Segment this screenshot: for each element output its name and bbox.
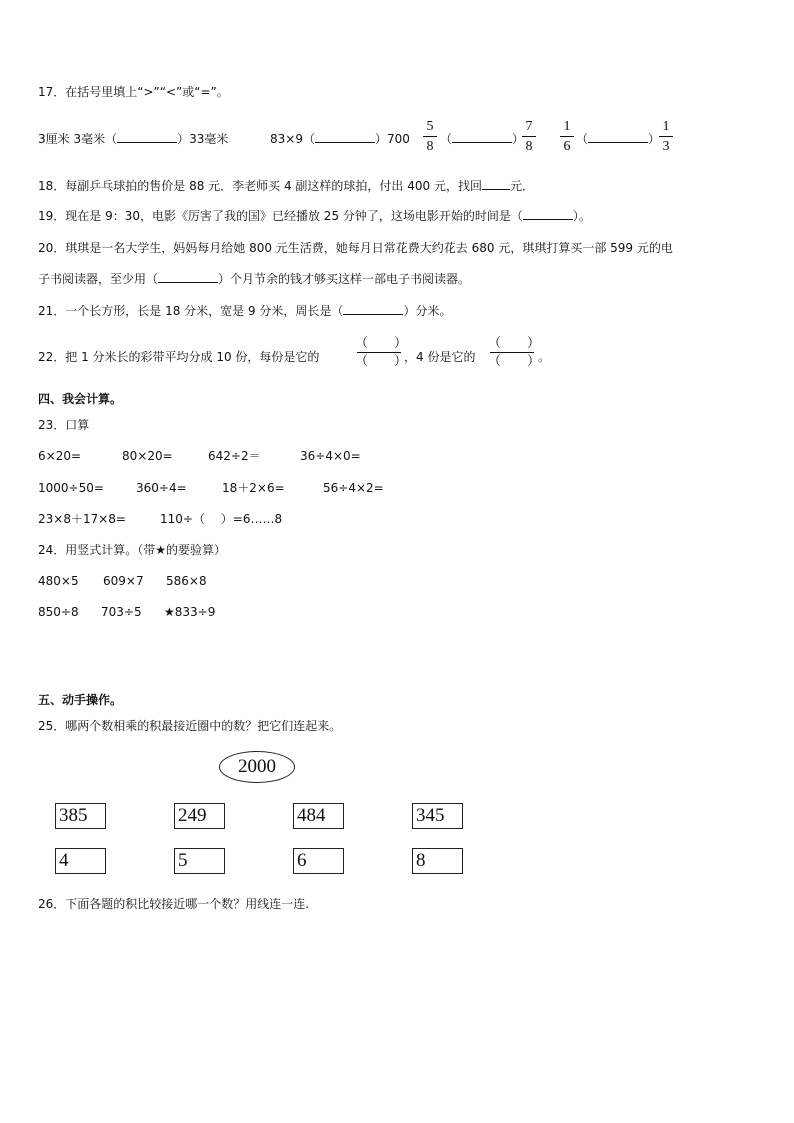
q24-item: 703÷5 bbox=[101, 605, 142, 619]
q24-item: ★833÷9 bbox=[164, 605, 216, 619]
q23-title: 23．口算 bbox=[38, 418, 90, 432]
q26-title: 26．下面各题的积比较接近哪一个数？用线连一连. bbox=[38, 897, 310, 911]
q22-fraction-blank-1[interactable]: （ ） （ ） bbox=[355, 336, 408, 369]
q23-item: 360÷4= bbox=[136, 481, 187, 495]
q17-title: 17．在括号里填上“>”“<”或“=”。 bbox=[38, 85, 229, 99]
q23-item: 6×20= bbox=[38, 449, 82, 463]
q17-blank-a[interactable] bbox=[117, 130, 177, 143]
q23-item: 80×20= bbox=[122, 449, 173, 463]
q24-item: 609×7 bbox=[103, 574, 144, 588]
q17-fraction-2: 7 8 bbox=[522, 118, 536, 155]
q24-item: 586×8 bbox=[166, 574, 207, 588]
section-4-title: 四、我会计算。 bbox=[38, 392, 123, 406]
q23-item: 1000÷50= bbox=[38, 481, 104, 495]
q18-blank[interactable] bbox=[482, 177, 510, 190]
q17-compare-c: （ ） bbox=[440, 132, 525, 146]
q20-blank[interactable] bbox=[158, 270, 218, 283]
q21-question: 21．一个长方形，长是 18 分米，宽是 9 分米，周长是（ ）分米。 bbox=[38, 304, 452, 318]
section-5-title: 五、动手操作。 bbox=[38, 693, 123, 707]
q22-text-c: 。 bbox=[538, 350, 551, 364]
q17-compare-b: 83×9（ ）700 bbox=[270, 132, 410, 146]
q23-item: 110÷（ ）=6……8 bbox=[160, 512, 283, 526]
bottom-number-box[interactable]: 8 bbox=[412, 848, 463, 874]
target-oval[interactable]: 2000 bbox=[219, 751, 295, 783]
top-number-box[interactable]: 345 bbox=[412, 803, 463, 829]
q17-compare-a: 3厘米 3毫米（ ）33毫米 bbox=[38, 132, 229, 146]
q22-text-b: ，4 份是它的 bbox=[404, 350, 476, 364]
q23-item: 36÷4×0= bbox=[300, 449, 361, 463]
bottom-number-box[interactable]: 5 bbox=[174, 848, 225, 874]
q25-title: 25．哪两个数相乘的积最接近圈中的数？把它们连起来。 bbox=[38, 719, 342, 733]
q23-item: 56÷4×2= bbox=[323, 481, 384, 495]
q17-fraction-3: 1 6 bbox=[560, 118, 574, 155]
q23-item: 18＋2×6= bbox=[222, 481, 285, 495]
q22-fraction-blank-2[interactable]: （ ） （ ） bbox=[488, 336, 541, 369]
q17-blank-c[interactable] bbox=[452, 130, 512, 143]
q24-item: 850÷8 bbox=[38, 605, 79, 619]
q18-question: 18．每副乒乓球拍的售价是 88 元．李老师买 4 副这样的球拍，付出 400 元，找回 元． bbox=[38, 179, 534, 193]
q20-line-1: 20．琪琪是一名大学生，妈妈每月给她 800 元生活费，她每月日常花费大约花去 680 元，琪琪打算买一部 599 元的电 bbox=[38, 241, 673, 255]
q17-fraction-4: 1 3 bbox=[659, 118, 673, 155]
top-number-box[interactable]: 249 bbox=[174, 803, 225, 829]
q20-line-2: 子书阅读器，至少用（ ）个月节余的钱才够买这样一部电子书阅读器。 bbox=[38, 272, 471, 286]
q17-blank-d[interactable] bbox=[588, 130, 648, 143]
q23-item: 642÷2＝ bbox=[208, 449, 261, 463]
q21-blank[interactable] bbox=[343, 302, 403, 315]
q22-text-a: 22．把 1 分米长的彩带平均分成 10 份，每份是它的 bbox=[38, 350, 320, 364]
q24-item: 480×5 bbox=[38, 574, 79, 588]
top-number-box[interactable]: 484 bbox=[293, 803, 344, 829]
q24-title: 24．用竖式计算。（带★的要验算） bbox=[38, 543, 227, 557]
q19-question: 19．现在是 9：30，电影《厉害了我的国》已经播放 25 分钟了，这场电影开始的时间是（ ）。 bbox=[38, 209, 591, 223]
bottom-number-box[interactable]: 4 bbox=[55, 848, 106, 874]
bottom-number-box[interactable]: 6 bbox=[293, 848, 344, 874]
top-number-box[interactable]: 385 bbox=[55, 803, 106, 829]
q17-fraction-1: 5 8 bbox=[423, 118, 437, 155]
q17-compare-d: （ ） bbox=[576, 132, 661, 146]
q23-item: 23×8＋17×8= bbox=[38, 512, 126, 526]
q17-blank-b[interactable] bbox=[315, 130, 375, 143]
q19-blank[interactable] bbox=[523, 207, 573, 220]
